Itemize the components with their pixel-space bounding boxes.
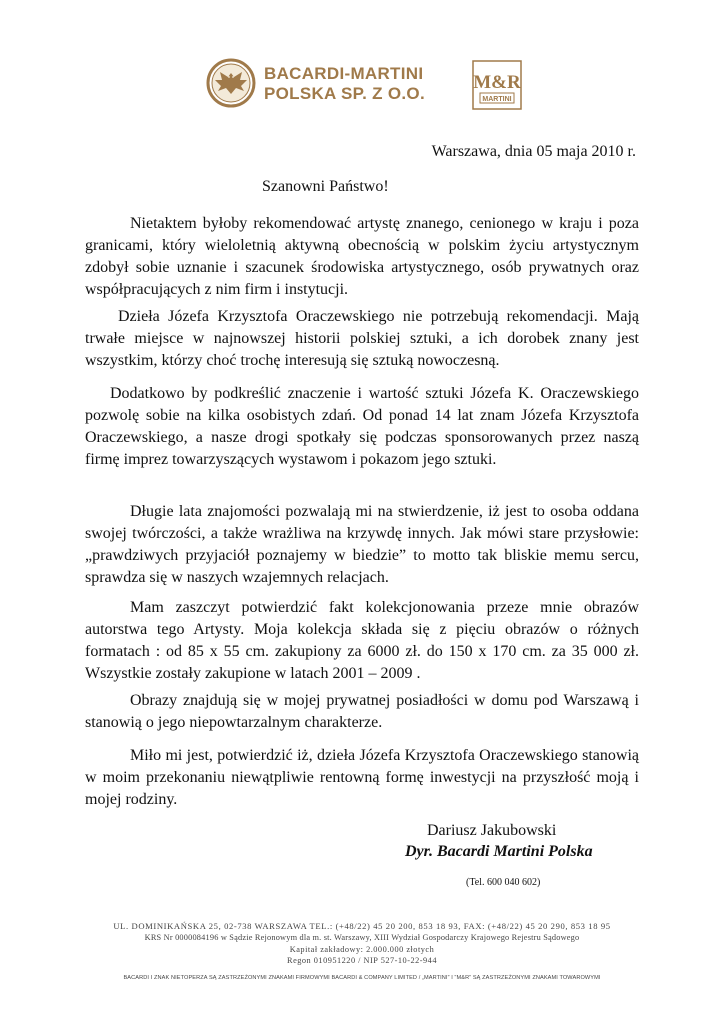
paragraph: Miło mi jest, potwierdzić iż, dzieła Józefa Krzysztofa Oraczewskiego stanowią w moim przekonaniu niewątpliwie rentowną formę inwestycji na przyszłość moją i mojej rodziny. (85, 747, 639, 808)
signature-title: Dyr. Bacardi Martini Polska (405, 843, 593, 860)
mr-logo-label: MARTINI (482, 96, 512, 103)
mr-logo-text: M&R (473, 72, 521, 93)
letter-date: Warszawa, dnia 05 maja 2010 r. (431, 143, 636, 160)
paragraph: Obrazy znajdują się w mojej prywatnej posiadłości w domu pod Warszawą i stanowią o jego niepowtarzalnym charakterze. (85, 692, 639, 731)
footer-registry: KRS Nr 0000084196 w Sądzie Rejonowym dla m. st. Warszawy, XIII Wydział Gospodarczy Krajowego Rejestru Sądowego (144, 933, 580, 942)
salutation: Szanowni Państwo! (262, 178, 389, 195)
signature-phone: (Tel. 600 040 602) (466, 877, 541, 888)
paragraph: Nietaktem byłoby rekomendować artystę znanego, cenionego w kraju i poza granicami, który wieloletnią aktywną obecnością w polskim życiu artystycznym zdobył sobie uznanie i szacunek środowiska artystycznego, osób prywatnych oraz współpracujących z nim firm i instytucji. (85, 215, 639, 298)
footer-capital: Kapitał zakładowy: 2.000.000 złotych (289, 945, 435, 954)
paragraph: Długie lata znajomości pozwalają mi na stwierdzenie, iż jest to osoba oddana swojej twórczości, a także wrażliwa na krzywdę innych. Jak mówi stare przysłowie: „prawdziwych przyjaciół poznajemy w biedzie” to motto tak bliskie memu sercu, sprawdza się w naszych wzajemnych relacjach. (85, 503, 639, 586)
letterhead (206, 58, 522, 110)
signature-name: Dariusz Jakubowski (427, 822, 557, 839)
martini-rossi-logo (472, 60, 522, 110)
footer-regon: Regon 010951220 / NIP 527-10-22-944 (287, 956, 437, 965)
company-name-line-1: BACARDI-MARTINI (264, 64, 424, 83)
bat-logo-icon (206, 58, 256, 108)
company-name-line-2: POLSKA SP. Z O.O. (264, 84, 425, 103)
footer-trademark-notice: BACARDI I ZNAK NIETOPERZA SĄ ZASTRZEŻONYMI ZNAKAMI FIRMOWYMI BACARDI & COMPANY LIMITED / „MARTINI” I “M&R” SĄ ZASTRZEŻONYMI ZNAKAMI TOWAROWYMI (123, 975, 601, 981)
paragraph: Mam zaszczyt potwierdzić fakt kolekcjonowania przeze mnie obrazów autorstwa tego Artysty. Moja kolekcja składa się z pięciu obrazów o różnych formatach : od 85 x 55 cm. zakupiony za 6000 zł. do 150 x 170 cm. za 35 000 zł. Wszystkie zostały zakupione w latach 2001 – 2009 . (85, 599, 639, 682)
paragraph: Dzieła Józefa Krzysztofa Oraczewskiego nie potrzebują rekomendacji. Mają trwałe miejsce w najnowszej historii polskiej sztuki, a ich dorobek znany jest wszystkim, którzy choć trochę interesują się sztuką nowoczesną. (85, 308, 639, 369)
paragraph: Dodatkowo by podkreślić znaczenie i wartość sztuki Józefa K. Oraczewskiego pozwolę sobie na kilka osobistych zdań. Od ponad 14 lat znam Józefa Krzysztofa Oraczewskiego, a nasze drogi spotkały się podczas sponsorowanych przez naszą firmę imprez towarzyszących wystawom i pokazom jego sztuki. (85, 385, 639, 468)
footer-address: UL. DOMINIKAŃSKA 25, 02-738 WARSZAWA TEL.: (+48/22) 45 20 200, 853 18 93, FAX: (+48/22) 45 20 290, 853 18 95 (113, 921, 611, 931)
company-name (264, 64, 425, 104)
